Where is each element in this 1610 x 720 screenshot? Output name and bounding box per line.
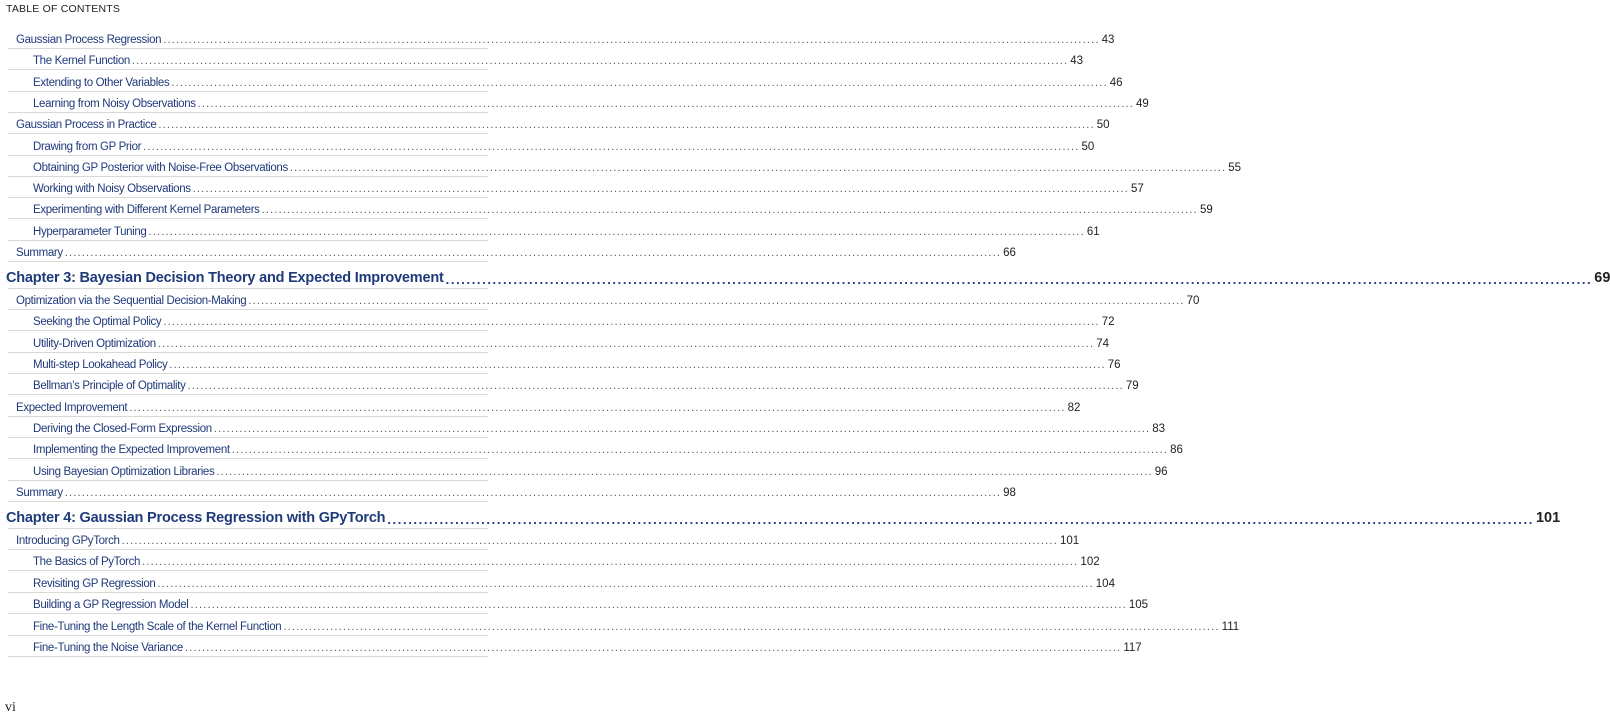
dot-leader: ............................................................................................................................................................................................................................ (129, 402, 1066, 414)
toc-entry[interactable] (0, 220, 1100, 238)
row-divider (8, 613, 488, 614)
toc-entry-title: Revisiting GP Regression (33, 578, 156, 590)
row-divider (8, 501, 488, 502)
toc-entry[interactable] (0, 353, 1121, 371)
toc-entry-title: The Basics of PyTorch (33, 556, 141, 568)
row-divider (8, 458, 488, 459)
toc-entry[interactable] (0, 177, 1144, 195)
toc-entry[interactable] (0, 92, 1149, 110)
toc-entry[interactable] (0, 417, 1166, 435)
toc-entry-title: Expected Improvement (16, 402, 128, 414)
toc-entry-title: Introducing GPyTorch (16, 535, 120, 547)
dot-leader: ............................................................................................................................................................................................................................ (248, 295, 1185, 307)
toc-entry[interactable] (0, 438, 1183, 456)
dot-leader: ............................................................................................................................................................................................................................ (197, 98, 1135, 110)
toc-entry-page-number: 50 (1096, 119, 1110, 131)
toc-chapter-entry[interactable] (0, 504, 1561, 527)
row-divider (8, 133, 488, 134)
row-divider (8, 69, 488, 70)
toc-entry-page-number: 82 (1067, 402, 1081, 414)
toc-entry-title: Seeking the Optimal Policy (33, 316, 162, 328)
row-divider (8, 394, 488, 395)
toc-entry-page-number: 79 (1125, 380, 1139, 392)
toc-entry-title: Drawing from GP Prior (33, 141, 142, 153)
toc-entry[interactable] (0, 71, 1123, 89)
toc-entry-title: Building a GP Regression Model (33, 599, 189, 611)
dot-leader: ............................................................................................................................................................................................................................ (64, 487, 1002, 499)
toc-entry-title: The Kernel Function (33, 55, 130, 67)
dot-leader: ............................................................................................................................................................................................................................ (163, 316, 1100, 328)
toc-entry-page-number: 96 (1154, 466, 1168, 478)
toc-entry-page-number: 69 (1594, 270, 1610, 286)
toc-entry-page-number: 70 (1186, 295, 1200, 307)
dot-leader: ............................................................................................................................................................................................................................ (131, 55, 1069, 67)
dot-leader: ............................................................................................................................................................................................................................ (148, 226, 1085, 238)
toc-entry-title: Chapter 4: Gaussian Process Regression with GPyTorch (6, 510, 386, 526)
dot-leader: ............................................................................................................................................................................................................................ (261, 204, 1198, 216)
toc-entry-page-number: 66 (1003, 247, 1016, 259)
toc-entry-title: Optimization via the Sequential Decision-Making (16, 295, 247, 307)
toc-entry-page-number: 86 (1170, 444, 1183, 456)
toc-entry-page-number: 102 (1080, 556, 1100, 568)
dot-leader: ............................................................................................................................................................................................................................ (187, 380, 1124, 392)
toc-chapter-entry[interactable] (0, 264, 1610, 287)
toc-entry-page-number: 50 (1081, 141, 1095, 153)
toc-entry-title: Implementing the Expected Improvement (33, 444, 230, 456)
toc-entry[interactable] (0, 198, 1213, 216)
toc-entry-title: Deriving the Closed-Form Expression (33, 423, 212, 435)
dot-leader: ............................................................................................................................................................................................................................ (445, 272, 1593, 287)
dot-leader: ............................................................................................................................................................................................................................ (142, 556, 1079, 568)
toc-entry[interactable] (0, 310, 1115, 328)
toc-entry-title: Gaussian Process Regression (16, 34, 162, 46)
toc-entry-page-number: 59 (1199, 204, 1213, 216)
toc-entry[interactable] (0, 615, 1240, 633)
toc-entry-page-number: 101 (1059, 535, 1080, 547)
toc-entry-page-number: 43 (1070, 55, 1084, 67)
toc-entry[interactable] (0, 113, 1110, 131)
dot-leader: ............................................................................................................................................................................................................................ (143, 141, 1080, 153)
toc-entry-title: Extending to Other Variables (33, 77, 170, 89)
toc-entry-title: Summary (16, 247, 63, 259)
toc-entry-page-number: 57 (1131, 183, 1144, 195)
page-number-folio: vi (5, 700, 16, 715)
toc-entry[interactable] (0, 289, 1200, 307)
dot-leader: ............................................................................................................................................................................................................................ (158, 119, 1095, 131)
toc-entry-title: Bellman’s Principle of Optimality (33, 380, 186, 392)
row-divider (8, 218, 488, 219)
row-divider (8, 570, 488, 571)
toc-entry-page-number: 105 (1128, 599, 1149, 611)
toc-entry-title: Multi-step Lookahead Policy (33, 359, 168, 371)
dot-leader: ............................................................................................................................................................................................................................ (64, 247, 1002, 259)
dot-leader: ............................................................................................................................................................................................................................ (190, 599, 1127, 611)
toc-entry[interactable] (0, 156, 1242, 174)
toc-entry-title: Utility-Driven Optimization (33, 338, 156, 350)
toc-entry-page-number: 83 (1152, 423, 1166, 435)
dot-leader: ............................................................................................................................................................................................................................ (157, 338, 1095, 350)
dot-leader: ............................................................................................................................................................................................................................ (231, 444, 1169, 456)
toc-entry-page-number: 55 (1228, 162, 1242, 174)
toc-entry-page-number: 46 (1109, 77, 1123, 89)
toc-entry-page-number: 98 (1003, 487, 1016, 499)
toc-entry-page-number: 104 (1095, 578, 1115, 590)
toc-entry-title: Gaussian Process in Practice (16, 119, 157, 131)
toc-entry-title: Fine-Tuning the Noise Variance (33, 642, 183, 654)
toc-entry[interactable] (0, 28, 1115, 46)
toc-entry-title: Hyperparameter Tuning (33, 226, 147, 238)
toc-entry-page-number: 74 (1096, 338, 1109, 350)
toc-entry-title: Summary (16, 487, 63, 499)
toc-entry-page-number: 101 (1535, 510, 1561, 526)
toc-entry[interactable] (0, 529, 1080, 547)
toc-entry[interactable] (0, 396, 1081, 414)
dot-leader: ............................................................................................................................................................................................................................ (184, 642, 1122, 654)
toc-entry-page-number: 76 (1107, 359, 1121, 371)
running-head: TABLE OF CONTENTS (6, 3, 121, 15)
toc-entry[interactable] (0, 460, 1168, 478)
toc-entry[interactable] (0, 374, 1139, 392)
dot-leader: ............................................................................................................................................................................................................................ (289, 162, 1227, 174)
toc-entry-page-number: 49 (1136, 98, 1149, 110)
toc-entry-page-number: 43 (1101, 34, 1115, 46)
toc-entry[interactable] (0, 49, 1084, 67)
toc-entry[interactable] (0, 636, 1142, 654)
toc-entry-title: Fine-Tuning the Length Scale of the Kernel Function (33, 621, 282, 633)
toc-entry[interactable] (0, 135, 1095, 153)
toc-entry[interactable] (0, 241, 1016, 259)
toc-entry-title: Learning from Noisy Observations (33, 98, 196, 110)
toc-entry[interactable] (0, 593, 1149, 611)
toc-entry[interactable] (0, 332, 1109, 350)
dot-leader: ............................................................................................................................................................................................................................ (192, 183, 1130, 195)
dot-leader: ............................................................................................................................................................................................................................ (157, 578, 1094, 590)
toc-entry[interactable] (0, 550, 1100, 568)
toc-entry-page-number: 117 (1123, 642, 1142, 654)
dot-leader: ............................................................................................................................................................................................................................ (169, 359, 1106, 371)
toc-entry-page-number: 111 (1221, 621, 1240, 633)
toc-entry-title: Working with Noisy Observations (33, 183, 191, 195)
toc-entry[interactable] (0, 572, 1115, 590)
toc-entry-title: Obtaining GP Posterior with Noise-Free Observations (33, 162, 288, 174)
dot-leader: ............................................................................................................................................................................................................................ (283, 621, 1220, 633)
dot-leader: ............................................................................................................................................................................................................................ (121, 535, 1058, 547)
row-divider (8, 261, 488, 262)
toc-entry-page-number: 61 (1086, 226, 1100, 238)
row-divider (8, 330, 488, 331)
toc-entry-title: Experimenting with Different Kernel Parameters (33, 204, 260, 216)
toc-entry[interactable] (0, 481, 1016, 499)
toc-entry-title: Chapter 3: Bayesian Decision Theory and Expected Improvement (6, 270, 444, 286)
dot-leader: ............................................................................................................................................................................................................................ (213, 423, 1151, 435)
dot-leader: ............................................................................................................................................................................................................................ (387, 512, 1534, 527)
dot-leader: ............................................................................................................................................................................................................................ (163, 34, 1100, 46)
dot-leader: ............................................................................................................................................................................................................................ (171, 77, 1108, 89)
toc-entry-title: Using Bayesian Optimization Libraries (33, 466, 215, 478)
dot-leader: ............................................................................................................................................................................................................................ (216, 466, 1153, 478)
row-divider (8, 656, 488, 657)
toc-entry-page-number: 72 (1101, 316, 1115, 328)
